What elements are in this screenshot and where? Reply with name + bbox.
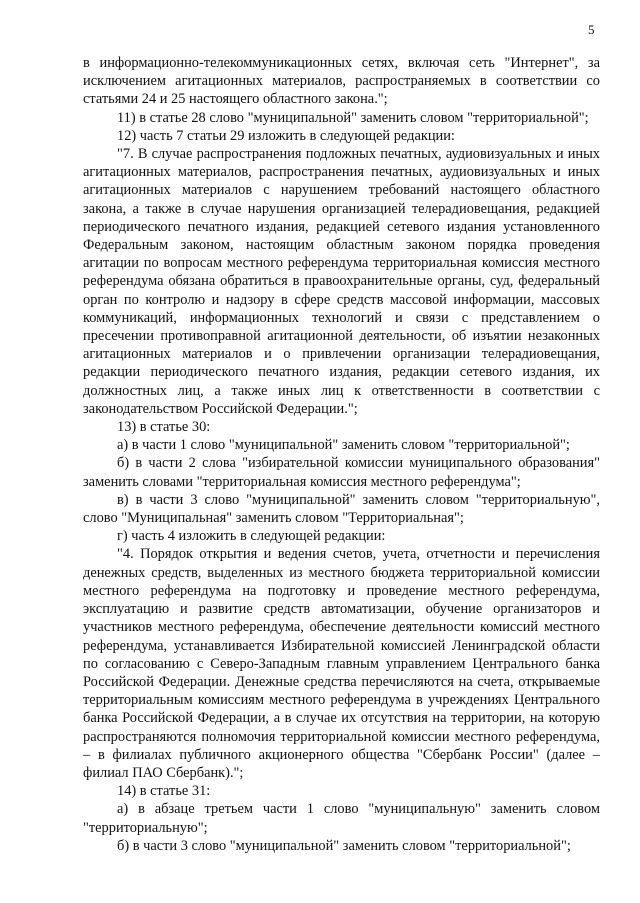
paragraph: б) в части 3 слово "муниципальной" заменить словом "территориальной"; <box>117 837 571 854</box>
paragraph: в информационно-телекоммуникационных сетях, включая сеть "Интернет", за исключением агитационных материалов, распространяемых в соответствии со статьями 24 и 25 настоящего областного закона."; <box>83 55 600 108</box>
paragraph: г) часть 4 изложить в следующей редакции: <box>117 528 386 545</box>
paragraph: б) в части 2 слова "избирательной комиссии муниципального образования" заменить словами "территориальная комиссия местного референдума"; <box>83 455 600 490</box>
paragraph: 13) в статье 30: <box>117 419 211 436</box>
paragraph: 14) в статье 31: <box>117 783 211 800</box>
paragraph: в) в части 3 слово "муниципальной" заменить словом "территориальную", слово "Муниципальная" заменить словом "Территориальная"; <box>83 491 600 527</box>
paragraph: а) в части 1 слово "муниципальной" заменить словом "территориальной"; <box>117 437 570 454</box>
page-number: 5 <box>588 22 595 37</box>
paragraph: "4. Порядок открытия и ведения счетов, учета, отчетности и перечисления денежных средств, выделенных из местного бюджета территориальной комиссии местного референдума на подготовку и проведение местного референдума, эксплуатацию и развитие средств автоматизации, обучение организаторов и участников местного референдума, обеспечение деятельности комиссий местного референдума, устанавливается Избирательной комиссией Ленинградской области по согласованию с Северо-Западным главным управлением Центрального банка Российской Федерации. Денежные средства перечисляются на счета, открываемые территориальным комиссиям местного референдума в учреждениях Центрального банка Российской Федерации, а в случае их отсутствия на территории, на которую распространяются полномочия территориальной комиссии местного референдума, – в филиалах публичного акционерного общества "Сбербанк России" (далее – филиал ПАО Сбербанк)."; <box>83 546 600 781</box>
paragraph: "7. В случае распространения подложных печатных, аудиовизуальных и иных агитационных материалов, распространения печатных, аудиовизуальных и иных агитационных материалов с нарушением требований настоящего областного закона, а также в случае нарушения организацией телерадиовещания, редакцией периодического печатного издания, редакцией сетевого издания установленного Федеральным законом, настоящим областным законом порядка проведения агитации по вопросам местного референдума территориальная комиссия местного референдума обязана обратиться в правоохранительные органы, суд, федеральный орган по контролю и надзору в сфере средств массовой информации, массовых коммуникаций, информационных технологий и связи с представлением о пресечении противоправной агитационной деятельности, об изъятии незаконных агитационных материалов и о привлечении организации телерадиовещания, редакции периодического печатного издания, редакции сетевого издания, их должностных лиц, а также иных лиц к ответственности в соответствии с законодательством Российской Федерации."; <box>83 146 600 417</box>
paragraph: а) в абзаце третьем части 1 слово "муниципальную" заменить словом "территориальную"; <box>83 801 600 836</box>
paragraph: 11) в статье 28 слово "муниципальной" заменить словом "территориальной"; <box>117 109 589 126</box>
document-body <box>83 54 600 855</box>
paragraph: 12) часть 7 статьи 29 изложить в следующей редакции: <box>117 127 455 144</box>
